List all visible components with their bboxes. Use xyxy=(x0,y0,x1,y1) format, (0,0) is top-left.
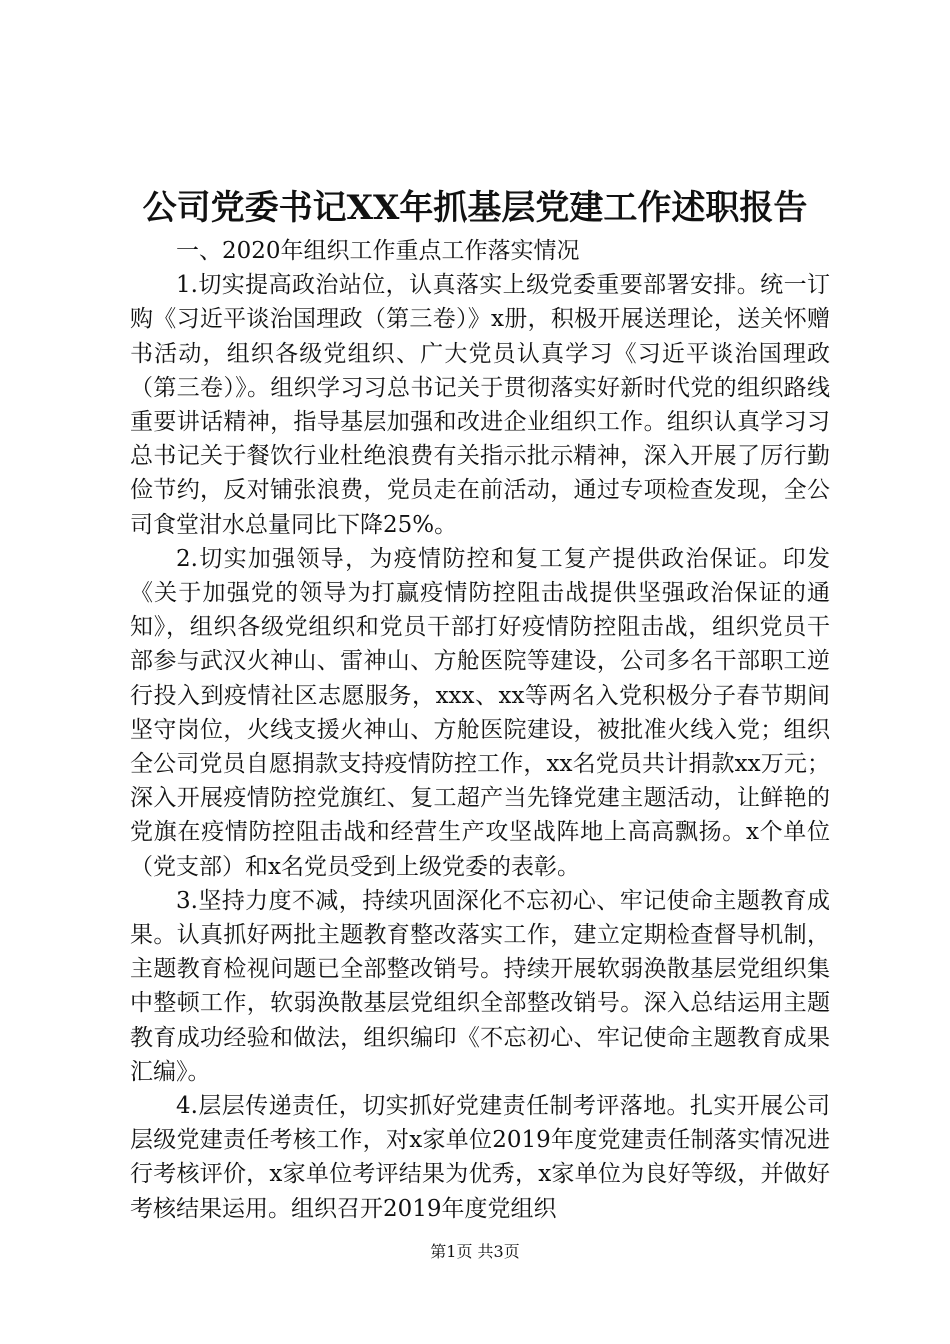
section-heading: 一、2020年组织工作重点工作落实情况 xyxy=(176,238,580,264)
document-body xyxy=(130,234,830,1226)
page-number-footer: 第1页 共3页 xyxy=(430,1242,520,1261)
paragraph: 1.切实提高政治站位，认真落实上级党委重要部署安排。统一订购《习近平谈治国理政（第三卷）》x册，积极开展送理论，送关怀赠书活动，组织各级党组织、广大党员认真学习《习近平谈治国理政（第三卷）》。组织学习习总书记关于贯彻落实好新时代党的组织路线重要讲话精神，指导基层加强和改进企业组织工作。组织认真学习习总书记关于餐饮行业杜绝浪费有关指示批示精神，深入开展了厉行勤俭节约，反对铺张浪费，党员走在前活动，通过专项检查发现，全公司食堂泔水总量同比下降25%。 xyxy=(130,272,830,538)
paragraph: 2.切实加强领导，为疫情防控和复工复产提供政治保证。印发《关于加强党的领导为打赢疫情防控阻击战提供坚强政治保证的通知》，组织各级党组织和党员干部打好疫情防控阻击战，组织党员干部参与武汉火神山、雷神山、方舱医院等建设，公司多名干部职工逆行投入到疫情社区志愿服务，xxx、xx等两名入党积极分子春节期间坚守岗位，火线支援火神山、方舱医院建设，被批准火线入党；组织全公司党员自愿捐款支持疫情防控工作，xx名党员共计捐款xx万元；深入开展疫情防控党旗红、复工超产当先锋党建主题活动，让鲜艳的党旗在疫情防控阻击战和经营生产攻坚战阵地上高高飘扬。x个单位（党支部）和x名党员受到上级党委的表彰。 xyxy=(130,545,830,880)
paragraph: 4.层层传递责任，切实抓好党建责任制考评落地。扎实开展公司层级党建责任考核工作，对x家单位2019年度党建责任制落实情况进行考核评价，x家单位考评结果为优秀，x家单位为良好等级，并做好考核结果运用。组织召开2019年度党组织 xyxy=(130,1093,830,1222)
document-title: 公司党委书记XX年抓基层党建工作述职报告 xyxy=(142,188,808,228)
paragraph: 3.坚持力度不减，持续巩固深化不忘初心、牢记使命主题教育成果。认真抓好两批主题教育整改落实工作，建立定期检查督导机制，主题教育检视问题已全部整改销号。持续开展软弱涣散基层党组织集中整顿工作，软弱涣散基层党组织全部整改销号。深入总结运用主题教育成功经验和做法，组织编印《不忘初心、牢记使命主题教育成果汇编》。 xyxy=(130,887,830,1085)
